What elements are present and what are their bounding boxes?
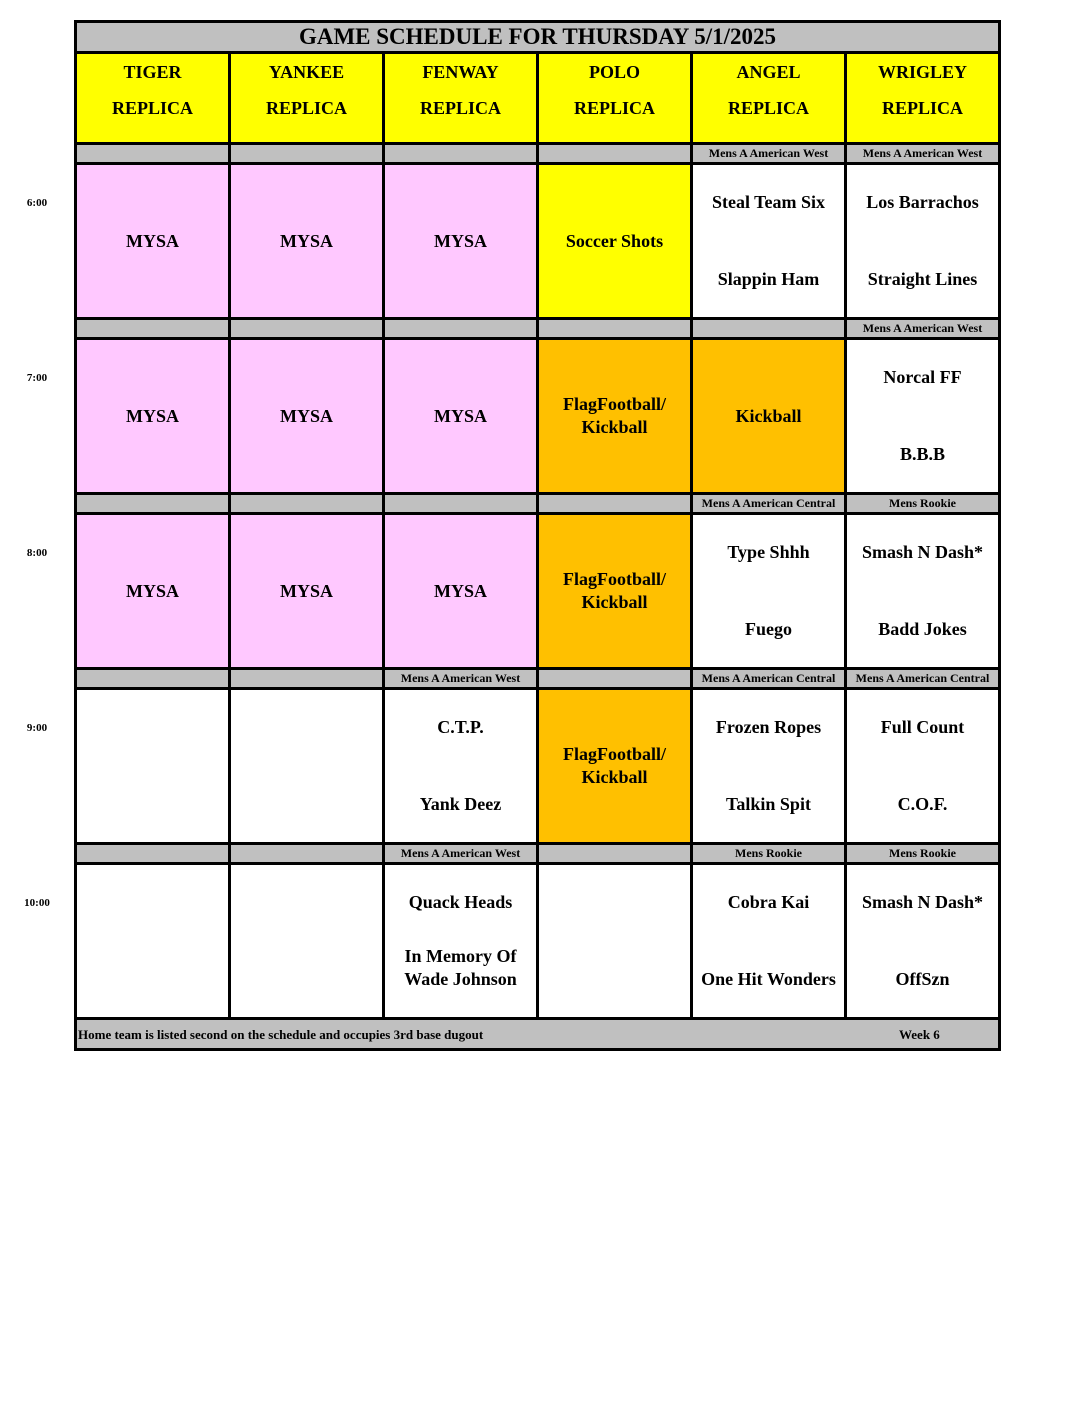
- matchup: [693, 716, 844, 816]
- division-label: Mens Rookie: [846, 494, 1000, 514]
- game-cell: [538, 164, 692, 319]
- game-row: [76, 339, 1000, 494]
- field-subtitle: REPLICA: [727, 98, 809, 118]
- division-label: [384, 494, 538, 514]
- game-cell: [384, 514, 538, 669]
- game-cell: [538, 689, 692, 844]
- home-team: In Memory Of Wade Johnson: [404, 946, 517, 989]
- division-label: [538, 144, 692, 164]
- schedule-title: GAME SCHEDULE FOR THURSDAY 5/1/2025: [76, 22, 1000, 53]
- division-label: Mens Rookie: [846, 844, 1000, 864]
- away-team: C.T.P.: [437, 717, 484, 737]
- field-header-wrigley: [846, 53, 1000, 144]
- away-team: Smash N Dash*: [861, 542, 984, 562]
- matchup: [847, 716, 998, 816]
- division-label: [230, 669, 384, 689]
- division-label: [76, 144, 230, 164]
- schedule-table: [74, 20, 1001, 1051]
- field-header-yankee: [230, 53, 384, 144]
- field-header-tiger: [76, 53, 230, 144]
- field-name: POLO: [588, 62, 640, 82]
- field-subtitle: REPLICA: [882, 98, 964, 118]
- home-team: Slappin Ham: [717, 269, 820, 289]
- home-team: OffSzn: [895, 969, 950, 989]
- division-label: Mens A American West: [692, 144, 846, 164]
- game-cell: [538, 514, 692, 669]
- home-team: Straight Lines: [867, 269, 978, 289]
- away-team: Full Count: [880, 717, 965, 737]
- division-row: [76, 319, 1000, 339]
- game-row: [76, 689, 1000, 844]
- activity-label: MYSA: [126, 230, 179, 251]
- division-label: [538, 844, 692, 864]
- matchup-cell: [384, 689, 538, 844]
- home-team: Fuego: [745, 619, 792, 639]
- division-row: [76, 844, 1000, 864]
- division-row: [76, 494, 1000, 514]
- game-cell: [538, 339, 692, 494]
- field-header-fenway: [384, 53, 538, 144]
- activity-label: Soccer Shots: [565, 230, 664, 251]
- home-team: Badd Jokes: [878, 619, 967, 639]
- division-label: [230, 319, 384, 339]
- game-cell: [692, 339, 846, 494]
- division-label: [692, 319, 846, 339]
- matchup-cell: [846, 689, 1000, 844]
- home-team: C.O.F.: [897, 794, 948, 814]
- matchup: [847, 191, 998, 291]
- footer-row: [76, 1019, 1000, 1050]
- game-cell: [230, 339, 384, 494]
- time-label: 6:00: [26, 196, 48, 209]
- division-label: [384, 319, 538, 339]
- division-label: [230, 494, 384, 514]
- division-label: Mens A American Central: [692, 494, 846, 514]
- division-row: [76, 144, 1000, 164]
- matchup: [693, 191, 844, 291]
- home-team: Yank Deez: [419, 794, 502, 814]
- division-label: Mens A American Central: [692, 669, 846, 689]
- matchup-cell: [692, 164, 846, 319]
- division-label: [76, 669, 230, 689]
- division-label: Mens A American West: [384, 844, 538, 864]
- matchup-cell: [846, 514, 1000, 669]
- game-cell: [384, 164, 538, 319]
- empty-cell: [76, 864, 230, 1019]
- matchup: [693, 541, 844, 641]
- away-team: Norcal FF: [883, 367, 962, 387]
- away-team: Los Barrachos: [866, 192, 979, 212]
- activity-label: Kickball: [581, 767, 648, 787]
- matchup-cell: [846, 164, 1000, 319]
- field-header-angel: [692, 53, 846, 144]
- matchup-cell: [846, 339, 1000, 494]
- matchup: [385, 891, 536, 991]
- matchup-cell: [692, 514, 846, 669]
- game-cell: [230, 164, 384, 319]
- title-row: [76, 22, 1000, 53]
- activity-label: MYSA: [126, 580, 179, 601]
- matchup: [847, 891, 998, 991]
- activity-label: MYSA: [280, 230, 333, 251]
- matchup: [847, 541, 998, 641]
- field-name: ANGEL: [736, 62, 801, 82]
- activity-label: MYSA: [280, 405, 333, 426]
- away-team: Steal Team Six: [711, 192, 826, 212]
- home-team: B.B.B: [899, 444, 946, 464]
- field-name: YANKEE: [268, 62, 345, 82]
- away-team: Type Shhh: [727, 542, 810, 562]
- division-label: [384, 144, 538, 164]
- activity-label: MYSA: [280, 580, 333, 601]
- division-label: Mens A American West: [846, 144, 1000, 164]
- field-header-polo: [538, 53, 692, 144]
- time-label: 7:00: [26, 371, 48, 384]
- away-team: Quack Heads: [408, 892, 513, 912]
- field-subtitle: REPLICA: [111, 98, 193, 118]
- matchup: [693, 891, 844, 991]
- activity-label: FlagFootball/: [563, 569, 666, 589]
- matchup: [385, 716, 536, 816]
- activity-label: FlagFootball/: [563, 744, 666, 764]
- matchup: [847, 366, 998, 466]
- activity-label: MYSA: [434, 405, 487, 426]
- matchup-cell: [692, 864, 846, 1019]
- empty-cell: [538, 864, 692, 1019]
- empty-cell: [230, 864, 384, 1019]
- time-label: 10:00: [24, 896, 50, 909]
- division-label: [76, 319, 230, 339]
- field-name: FENWAY: [422, 62, 499, 82]
- division-label: [76, 844, 230, 864]
- division-label: [538, 494, 692, 514]
- division-label: Mens A American West: [846, 319, 1000, 339]
- home-team: Talkin Spit: [726, 794, 811, 814]
- game-cell: [76, 339, 230, 494]
- field-name: WRIGLEY: [878, 62, 968, 82]
- empty-cell: [230, 689, 384, 844]
- activity-label: Kickball: [581, 417, 648, 437]
- time-label: 8:00: [26, 546, 48, 559]
- home-team: One Hit Wonders: [701, 969, 836, 989]
- field-subtitle: REPLICA: [265, 98, 347, 118]
- footer-note: Home team is listed second on the schedule and occupies 3rd base dugout: [78, 1027, 484, 1042]
- division-label: Mens A American West: [384, 669, 538, 689]
- game-cell: [76, 514, 230, 669]
- away-team: Smash N Dash*: [861, 892, 984, 912]
- away-team: Cobra Kai: [727, 892, 810, 912]
- activity-label: MYSA: [434, 230, 487, 251]
- game-row: [76, 164, 1000, 319]
- matchup-cell: [384, 864, 538, 1019]
- footer-cell: [76, 1019, 1000, 1050]
- activity-label: Kickball: [581, 592, 648, 612]
- matchup-cell: [846, 864, 1000, 1019]
- division-label: [538, 319, 692, 339]
- empty-cell: [76, 689, 230, 844]
- division-label: [538, 669, 692, 689]
- field-subtitle: REPLICA: [419, 98, 501, 118]
- game-row: [76, 514, 1000, 669]
- division-label: Mens Rookie: [692, 844, 846, 864]
- matchup-cell: [692, 689, 846, 844]
- time-label: 9:00: [26, 721, 48, 734]
- activity-label: Kickball: [735, 405, 802, 426]
- away-team: Frozen Ropes: [715, 717, 822, 737]
- week-label: Week 6: [899, 1027, 940, 1042]
- field-header-row: [76, 53, 1000, 144]
- schedule-sheet: [74, 20, 998, 1051]
- division-row: [76, 669, 1000, 689]
- game-cell: [230, 514, 384, 669]
- division-label: [230, 844, 384, 864]
- field-subtitle: REPLICA: [573, 98, 655, 118]
- activity-label: MYSA: [126, 405, 179, 426]
- activity-label: FlagFootball/: [563, 394, 666, 414]
- division-label: Mens A American Central: [846, 669, 1000, 689]
- activity-label: MYSA: [434, 580, 487, 601]
- division-label: [76, 494, 230, 514]
- game-cell: [76, 164, 230, 319]
- game-row: [76, 864, 1000, 1019]
- division-label: [230, 144, 384, 164]
- game-cell: [384, 339, 538, 494]
- field-name: TIGER: [123, 62, 182, 82]
